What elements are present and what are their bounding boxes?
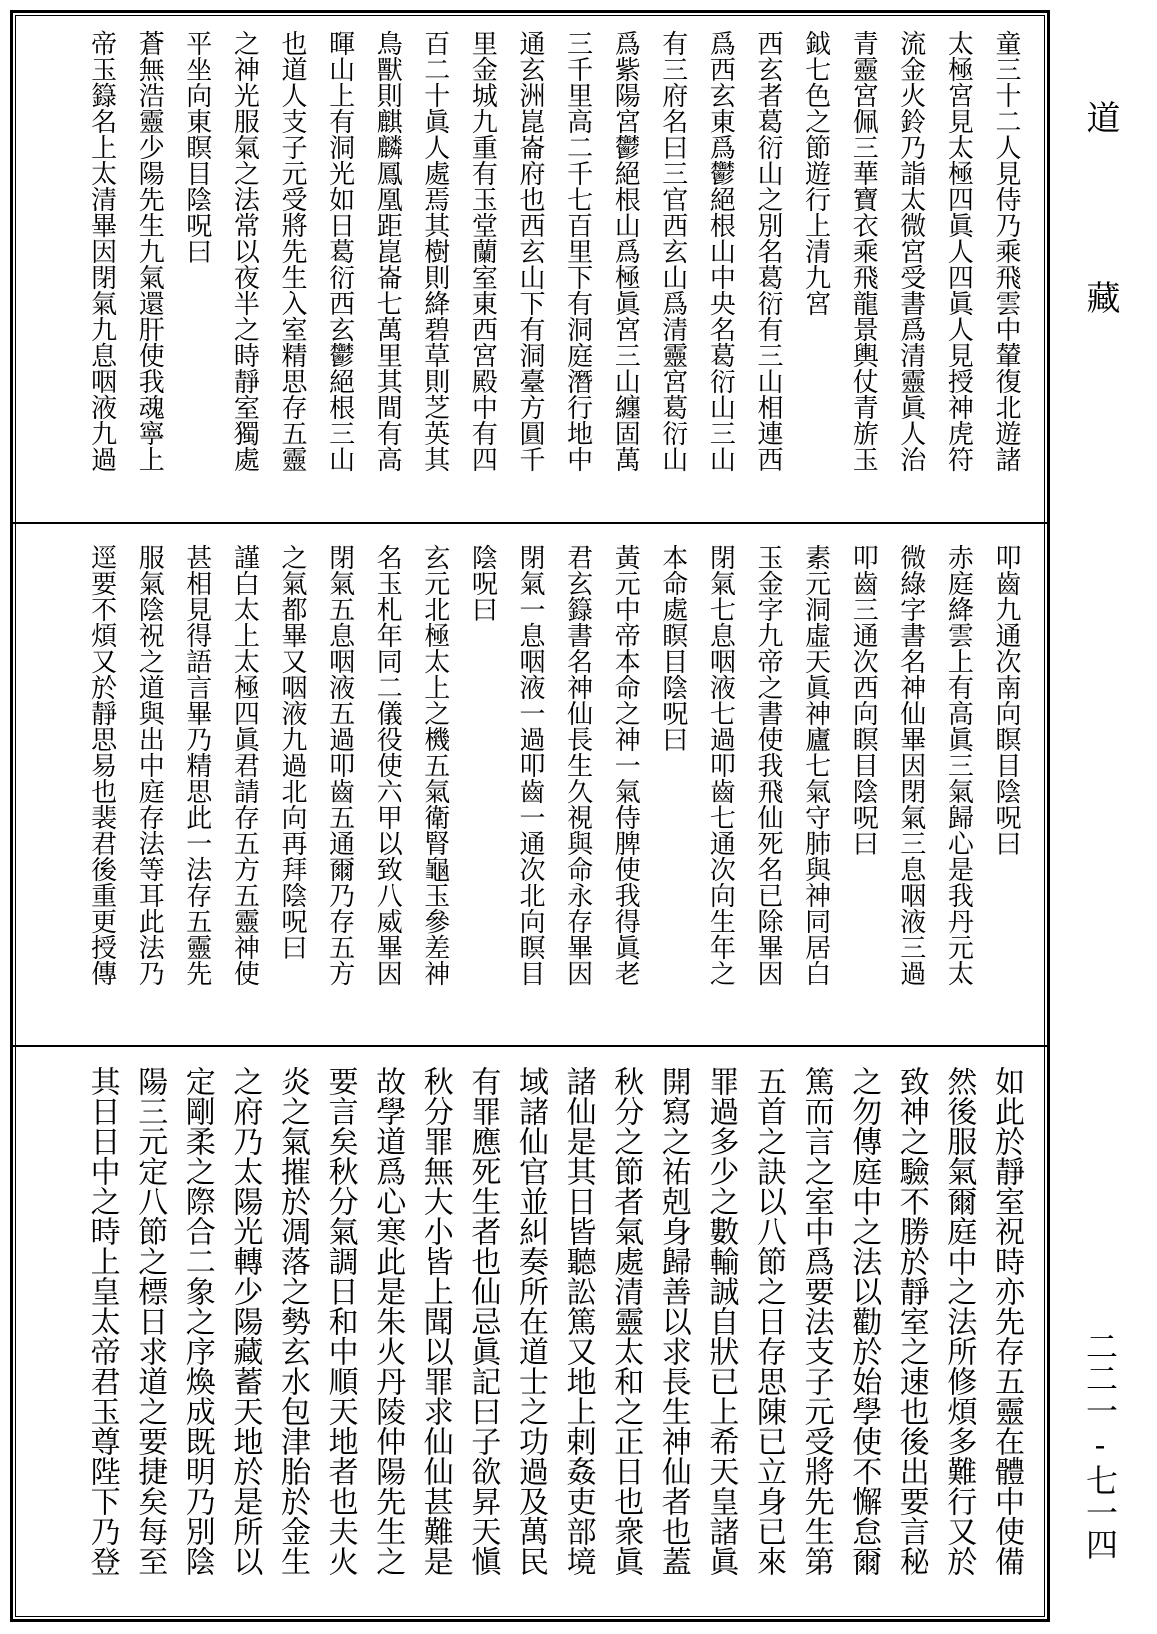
- text-column: 諸仙是其日皆聽訟篤又地上剌姦吏部境: [560, 1066, 596, 1576]
- text-column: 蒼無浩靈少陽先生九氣還肝使我魂寧上: [134, 30, 165, 472]
- text-column: 故學道爲心寒此是朱火丹陵仲陽先生之: [370, 1066, 406, 1576]
- text-column: 微綠字書名神仙畢因閉氣三息咽液三過: [895, 544, 926, 986]
- text-column: 流金火鈴乃詣太微宮受書爲清靈眞人治: [895, 30, 926, 472]
- text-column: 五首之訣以八節之日存思陳已立身已來: [751, 1066, 786, 1576]
- text-panel-top: [30, 30, 1030, 518]
- text-column: 爲紫陽宮鬱絕根山爲極眞宮三山纏固萬: [610, 30, 641, 472]
- text-column: 里金城九重有玉堂蘭室東西宮殿中有四: [467, 30, 498, 472]
- text-column: 太極宮見太極四眞人四眞人見授神虎符: [943, 30, 974, 472]
- text-column: 致神之驗不勝於靜室之速也後出要言秘: [893, 1066, 929, 1576]
- text-column: 閉氣五息咽液五過叩齒五通爾乃存五方: [324, 544, 355, 986]
- text-column: 玉金字九帝之書使我飛仙死名已除畢因: [753, 544, 783, 986]
- text-column: 炎之氣摧於凋落之勢玄水包津胎於金生: [275, 1066, 310, 1576]
- text-column: 陰呪曰: [467, 544, 498, 622]
- text-column: 甚相見得語言畢乃精思此一法存五靈先: [181, 544, 212, 986]
- text-column: 百二十眞人處焉其樹則絳碧草則芝英其: [419, 30, 450, 472]
- text-column: 鉞七色之節遊行上清九宮: [800, 30, 831, 316]
- text-column: 叩齒九通次南向瞑目陰呪曰: [991, 544, 1021, 856]
- text-column: 素元洞虛天眞神廬七氣守肺與神同居白: [800, 544, 831, 986]
- text-column: 逕要不煩又於靜思易也裴君後重更授傳: [86, 544, 117, 986]
- text-column: 本命處瞑目陰呪曰: [657, 544, 688, 752]
- text-column: 要言矣秋分氣調日和中順天地者也夫火: [322, 1066, 358, 1576]
- text-column: 罪過多少之數輸誠自狀已上希天皇諸眞: [703, 1066, 739, 1576]
- text-column: 如此於靜室祝時亦先存五靈在體中使備: [989, 1066, 1024, 1576]
- text-column: 之勿傳庭中之法以勸於始學使不懈怠爾: [846, 1066, 882, 1576]
- text-column: 然後服氣爾庭中之法所修煩多難行又於: [941, 1066, 977, 1576]
- text-column: 玄元北極太上之機五氣衛腎龜玉參差神: [419, 544, 450, 986]
- text-column: 謹白太上太極四眞君請存五方五靈神使: [229, 544, 260, 986]
- text-column: 其日日中之時上皇太帝君玉尊陛下乃登: [84, 1066, 120, 1576]
- text-column: 服氣陰祝之道與出中庭存法等耳此法乃: [134, 544, 165, 986]
- text-column: 有三府名曰三官西玄山爲清靈宮葛衍山: [657, 30, 688, 472]
- text-column: 叩齒三通次西向瞑目陰呪曰: [848, 544, 879, 856]
- text-column: 三千里高二千七百里下有洞庭潛行地中: [562, 30, 593, 472]
- text-column: 開寫之祐剋身歸善以求長生神仙者也蓋: [655, 1066, 691, 1576]
- text-column: 童三十二人見侍乃乘飛雲中輦復北遊諸: [991, 30, 1021, 472]
- text-column: 篤而言之室中爲要法支子元受將先生第: [798, 1066, 834, 1576]
- text-column: 西玄者葛衍山之別名葛衍有三山相連西: [753, 30, 783, 472]
- text-column: 之府乃太陽光轉少陽藏蓄天地於是所以: [227, 1066, 263, 1576]
- text-panel-bottom: [30, 1066, 1030, 1614]
- text-column: 有罪應死生者也仙忌眞記曰子欲昇天愼: [465, 1066, 501, 1576]
- text-column: 名玉札年同二儀役使六甲以致八威畢因: [372, 544, 403, 986]
- text-column: 也道人支子元受將先生入室精思存五靈: [277, 30, 307, 472]
- margin-title-char-2: 藏: [1080, 280, 1120, 314]
- panel-divider-2: [10, 1045, 1050, 1047]
- text-column: 黃元中帝本命之神一氣侍脾使我得眞老: [610, 544, 641, 986]
- text-column: 閉氣七息咽液七過叩齒七通次向生年之: [705, 544, 736, 986]
- text-column: 域諸仙官並糾奏所在道士之功過及萬民: [513, 1066, 548, 1576]
- text-column: 閉氣一息咽液一過叩齒一通次北向瞑目: [515, 544, 545, 986]
- text-column: 赤庭絳雲上有高眞三氣歸心是我丹元太: [943, 544, 974, 986]
- text-column: 通玄洲崑崙府也西玄山下有洞臺方圓千: [515, 30, 545, 472]
- text-column: 青靈宮佩三華寶衣乘飛龍景輿仗青旂玉: [848, 30, 879, 472]
- text-column: 平坐向東瞑目陰呪曰: [181, 30, 212, 264]
- panel-divider-1: [10, 522, 1050, 524]
- text-column: 秋分之節者氣處清靈太和之正日也衆眞: [608, 1066, 644, 1576]
- text-column: 君玄籙書名神仙長生久視與命永存畢因: [562, 544, 593, 986]
- text-column: 之神光服氣之法常以夜半之時靜室獨處: [229, 30, 260, 472]
- text-column: 爲西玄東爲鬱絕根山中央名葛衍山三山: [705, 30, 736, 472]
- text-column: 陽三元定八節之標日求道之要捷矣每至: [132, 1066, 168, 1576]
- text-column: 秋分罪無大小皆上聞以罪求仙仙甚難是: [417, 1066, 453, 1576]
- text-column: 暉山上有洞光如日葛衍西玄鬱絕根三山: [324, 30, 355, 472]
- text-column: 之氣都畢又咽液九過北向再拜陰呪曰: [277, 544, 307, 960]
- margin-title-char-1: 道: [1080, 100, 1120, 134]
- margin-page-number: 二二一-七一四: [1081, 1330, 1119, 1560]
- text-column: 鳥獸則麒麟鳳凰距崑崙七萬里其間有高: [372, 30, 403, 472]
- text-panel-middle: [30, 544, 1030, 1032]
- text-column: 定剛柔之際合二象之序煥成既明乃別陰: [179, 1066, 215, 1576]
- text-column: 帝玉籙名上太清畢因閉氣九息咽液九過: [86, 30, 117, 472]
